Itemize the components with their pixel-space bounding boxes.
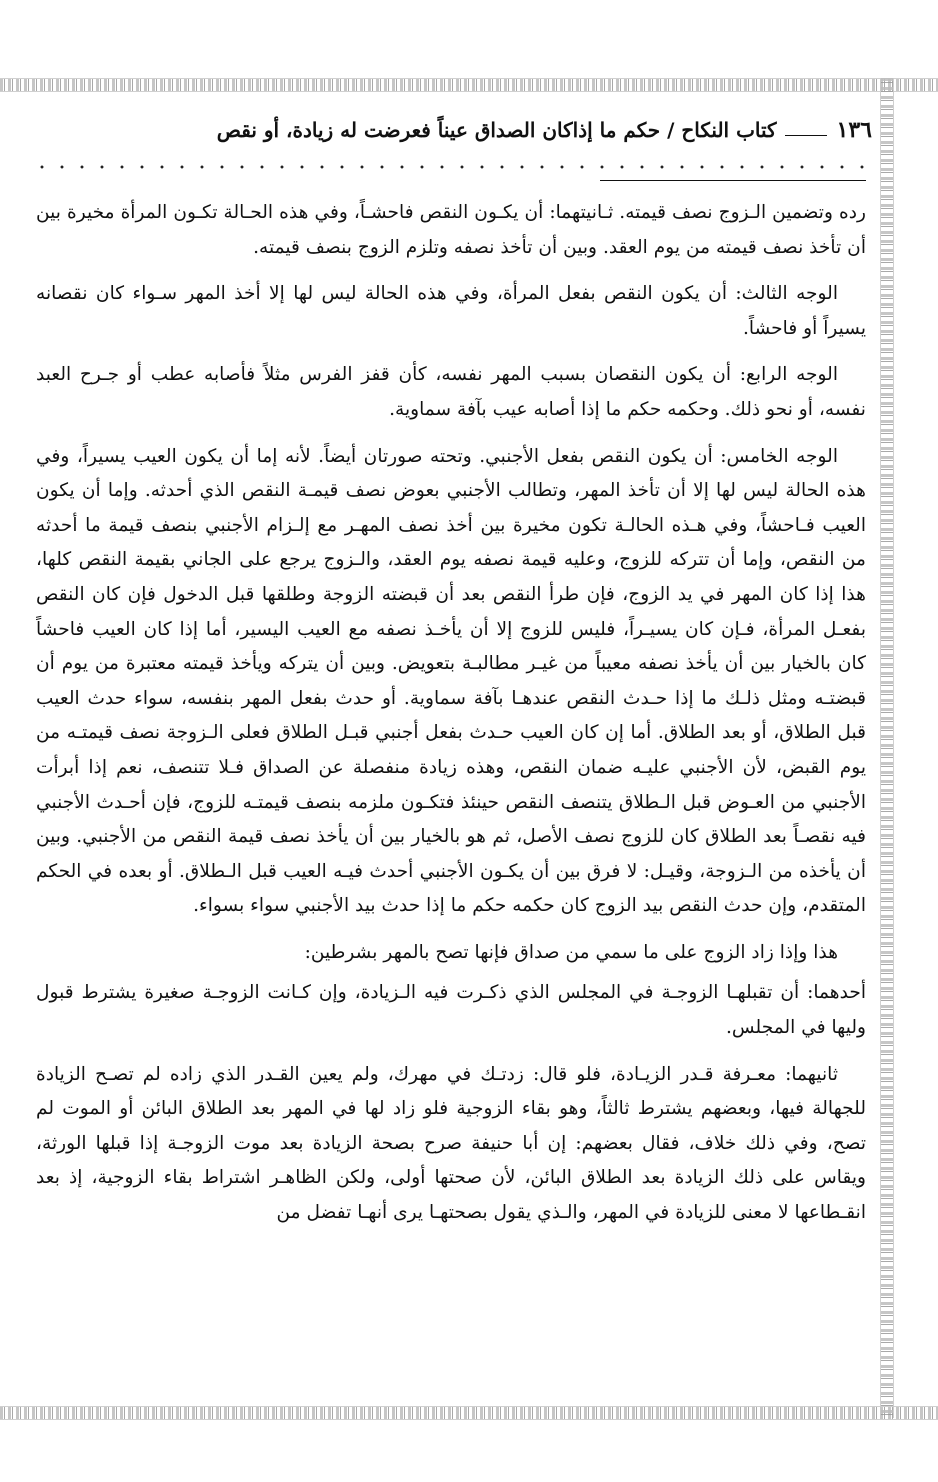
paragraph-third-aspect: الوجه الثالث: أن يكون النقص بفعل المرأة، وفي هذه الحالة ليس لها إلا أخذ المهر سـواء كان نقصانه يسيراً أو فاحشاً. <box>36 283 866 339</box>
paragraph-second-condition: ثانيهما: معـرفة قـدر الزيـادة، فلو قال: زدتـك في مهرك، ولم يعين القـدر الذي زاده لم تصـح الزيادة للجهالة فيها، وبعضهم يشترط ثالثاً، وهو بقاء الزوجية فلو زاد لها في المهر بعد الطلاق البائن أو الموت لم تصح، وفي ذلك خلاف، فقال بعضهم: إن أبا حنيفة صرح بصحة الزيادة بعد موت الزوجـة إذا قبلها الورثة، ويقاس على ذلك الزيادة بعد الطلاق البائن، لأن صحتها أولى، ولكن الظاهـر اشتراط بقاء الزوجية، إذ بعد انقـطاعها لا معنى للزيادة في المهر، والـذي يقول بصحتهـا يرى أنهـا تفضل من <box>36 1063 866 1224</box>
page-number: ١٣٦ <box>836 117 872 143</box>
page-body <box>36 196 866 1243</box>
bottom-ornamental-border <box>0 1406 938 1420</box>
header-dash <box>785 135 827 136</box>
paragraph-fifth-aspect: الوجه الخامس: أن يكون النقص بفعل الأجنبي. وتحته صورتان أيضاً. لأنه إما أن يكون العيب يسيراً، وفي هذه الحالة ليس لها إلا أن تأخذ المهر، وتطالب الأجنبي بعوض نصف قيمـة النقص الذي أحدثه. وإما أن يكون العيب فـاحشاً، وفي هـذه الحالـة تكون مخيرة بين أخذ نصف المهـر مع إلـزام الأجنبي بنصف قيمة ما أحدثه من النقص، وإما أن تتركه للزوج، وعليه قيمة نصفه يوم العقد، والـزوج يرجع على الجاني بقيمة النقص كلها، هذا إذا كان المهر في يد الزوج، فإن طرأ النقص بعد أن قبضته الزوجة وطلقها قبل الدخول فإن كان النقص بفعـل المرأة، فـإن كان يسيـراً، فليس للزوج إلا أن يأخـذ نصفه مع العيب اليسير، أما إذا كان العيب فاحشاً كان بالخيار بين أن يأخذ نصفه معيباً من غيـر مطالبـة بتعويض. وبين أن يتركه ويأخذ قيمته معتبرة من يوم أن قبضتـه ومثل ذلـك ما إذا حـدث النقص عندهـا بآفة سماوية. أو حدث بفعل المهر بنفسه، سواء حدث العيب قبل الطلاق، أو بعد الطلاق. أما إن كان العيب حـدث بفعل أجنبي قبـل الطلاق فعلى الـزوجة نصف قيمتـه من يوم القبض، لأن الأجنبي عليـه ضمان النقص، وهذه زيادة منفصلة عن الصداق فـلا تتنصف، نعم إذا أبرأت الأجنبي من العـوض قبل الـطلاق يتنصف النقص حينئذ فتكـون ملزمه بنصف قيمتـه للزوج، فإن أحـدث الأجنبي فيه نقصـاً بعد الطلاق كان للزوج نصف الأصل، ثم هو بالخيار بين أن يأخذ نصف قيمة النقص من الأجنبي. وبين أن يأخذه من الـزوجة، وقيـل: لا فرق بين أن يكـون الأجنبي أحدث فيـه العيب قبل الـطلاق. أو بعده في الحكم المتقدم، وإن حدث النقص بيد الزوج كان حكمه حكم ما إذا حدث بيد الأجنبي سواء بسواء. <box>36 445 866 917</box>
paragraph-increase-conditions: هذا وإذا زاد الزوج على ما سمي من صداق فإنها تصح بالمهر بشرطين: <box>304 941 838 963</box>
paragraph-fourth-aspect: الوجه الرابع: أن يكون النقصان بسبب المهر نفسه، كأن قفز الفرس مثلاً فأصابه عطب أو جـرح العبد نفسه، أو نحو ذلك. وحكمه حكم ما إذا أصابه عيب بآفة سماوية. <box>36 364 866 420</box>
header-dotted-line <box>32 160 868 174</box>
header-rule <box>600 180 866 181</box>
right-ornamental-border <box>880 78 894 1418</box>
paragraph-first-condition: أحدهما: أن تقبلهـا الزوجـة في المجلس الذي ذكـرت فيه الـزيادة، وإن كـانت الزوجـة صغيرة يشترط قبول وليها في المجلس. <box>36 982 866 1039</box>
paragraph-continued: رده وتضمين الـزوج نصف قيمته. ثـانيتهما: أن يكـون النقص فاحشـاً، وفي هذه الحـالة تكـون المرأة مخيرة بين أن تأخذ نصف قيمته من يوم العقد. وبين أن تأخذ نصفه وتلزم الزوج بنصف قيمته. <box>36 202 866 258</box>
page-header <box>22 110 872 150</box>
running-title: كتاب النكاح / حكم ما إذاكان الصداق عيناً فعرضت له زيادة، أو نقص <box>216 118 777 142</box>
top-ornamental-border <box>0 78 938 92</box>
